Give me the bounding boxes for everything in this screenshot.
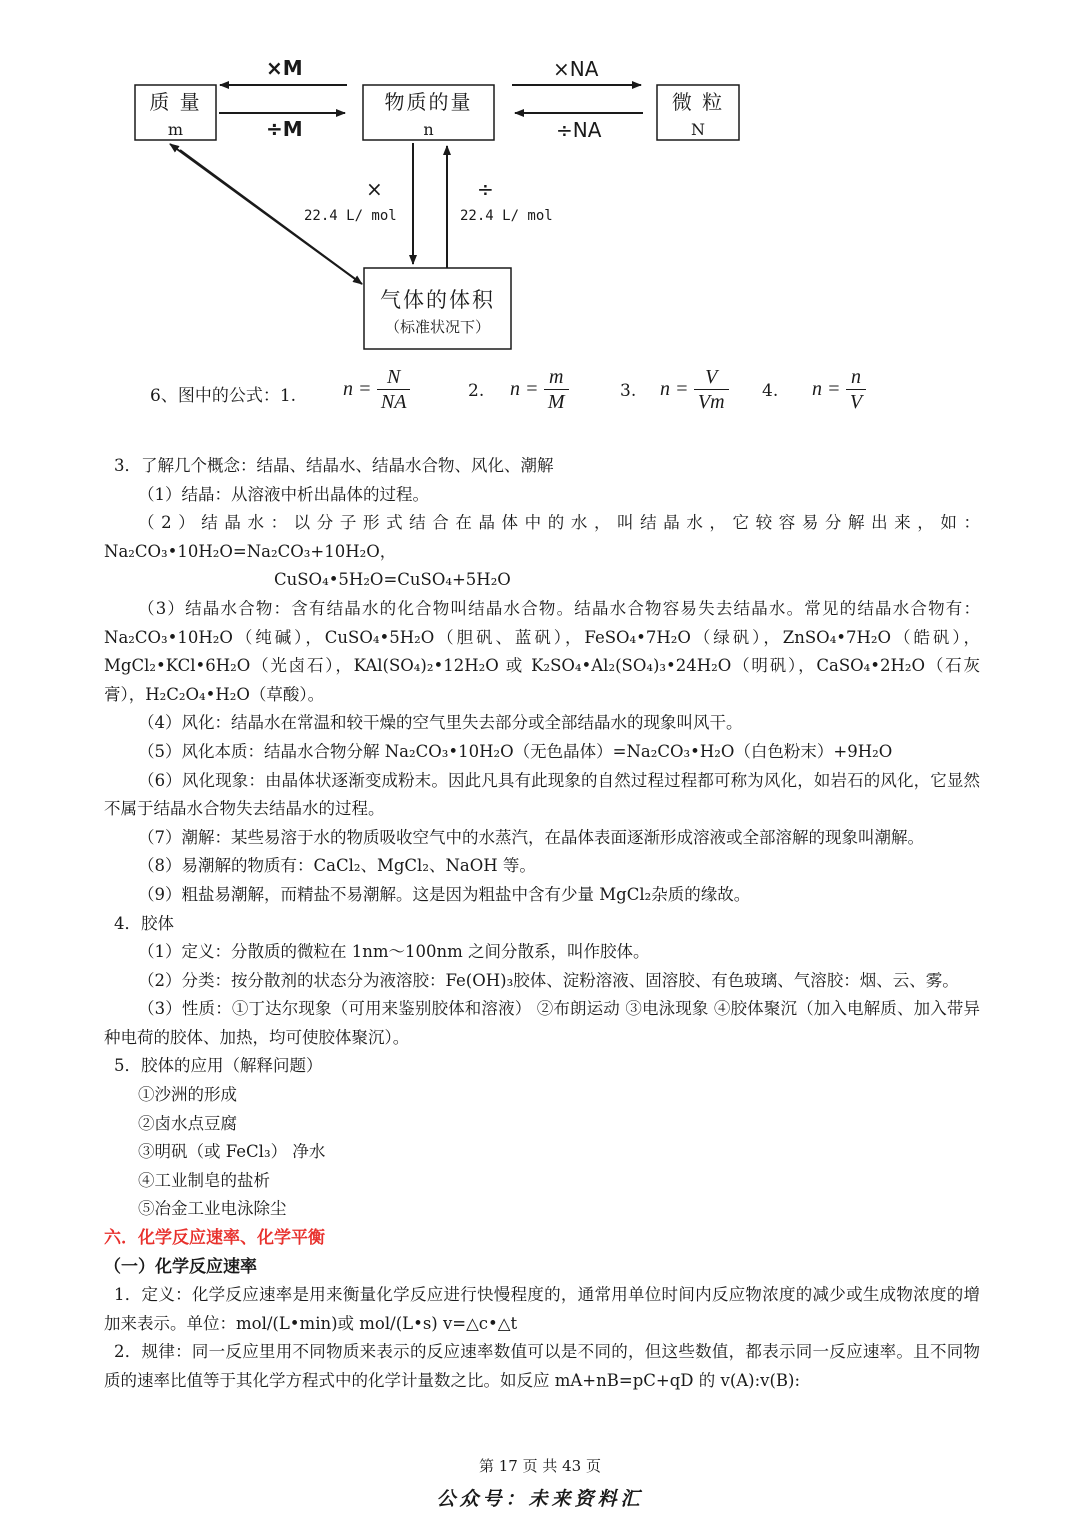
gas-box-title: 气体的体积 — [380, 288, 495, 312]
formula-4-lhs: n = — [812, 378, 841, 400]
gas-box-subtitle: （标准状况下） — [384, 318, 490, 336]
formula-1 — [343, 365, 410, 414]
formula-3-label: 3. — [620, 381, 637, 401]
times-volume-unit: 22.4 L/ mol — [304, 208, 397, 224]
formula-2-den: M — [547, 391, 565, 413]
paragraph-rate-definition: 1．定义：化学反应速率是用来衡量化学反应进行快慢程度的，通常用单位时间内反应物浓度的减少或生成物浓度的增加来表示。单位：mol/(L•min)或 mol/(L•s) v=△c•△t — [104, 1285, 980, 1333]
page-number: 第 17 页 共 43 页 — [478, 1457, 601, 1475]
paragraph-rate-rule: 2．规律：同一反应里用不同物质来表示的反应速率数值可以是不同的，但这些数值，都表示同一反应速率。且不同物质的速率比值等于其化学方程式中的化学计量数之比。如反应 mA+nB=pC+qD 的 v(A):v(B): — [104, 1342, 980, 1390]
paragraph-colloid-classification: （2）分类：按分散剂的状态分为液溶胶：Fe(OH)₃胶体、淀粉溶液、固溶胶、有色玻璃、气溶胶：烟、云、雾。 — [138, 970, 959, 990]
formula-4 — [812, 365, 866, 414]
list-item: ⑤冶金工业电泳除尘 — [138, 1199, 287, 1219]
formula-4-fraction — [846, 365, 866, 414]
formula-1-num: N — [377, 365, 411, 390]
list-item: ④工业制皂的盐析 — [138, 1170, 270, 1190]
particles-box-symbol: N — [691, 120, 705, 139]
formula-1-den: NA — [380, 391, 407, 413]
times-na-label: ×NA — [553, 57, 599, 81]
particles-box-title: 微 粒 — [671, 90, 725, 114]
formula-1-lhs: n = — [343, 378, 372, 400]
paragraph-efflorescence-phenomenon: （6）风化现象：由晶体状逐渐变成粉末。因此凡具有此现象的自然过程过程都可称为风化，如岩石的风化，它显然不属于结晶水合物失去结晶水的过程。 — [104, 770, 980, 819]
formula-3-fraction — [694, 365, 729, 414]
formula-4-label: 4. — [762, 381, 779, 401]
formula-3-den: Vm — [697, 391, 725, 413]
paragraph-crystallization: （1）结晶：从溶液中析出晶体的过程。 — [138, 484, 429, 504]
div-na-label: ÷NA — [556, 118, 602, 142]
heading-colloid-applications: 5．胶体的应用（解释问题） — [114, 1056, 323, 1076]
list-item: ②卤水点豆腐 — [138, 1113, 237, 1133]
formula-3 — [660, 365, 729, 414]
paragraph-efflorescence: （4）风化：结晶水在常温和较干燥的空气里失去部分或全部结晶水的现象叫风干。 — [138, 713, 743, 733]
formula-lead: 6、图中的公式：1. — [150, 386, 297, 406]
paragraph-deliquescence: （7）潮解：某些易溶于水的物质吸收空气中的水蒸汽，在晶体表面逐渐形成溶液或全部溶解的现象叫潮解。 — [138, 827, 924, 847]
formula-2-lhs: n = — [510, 378, 539, 400]
heading-concepts: 3．了解几个概念：结晶、结晶水、结晶水合物、风化、潮解 — [114, 456, 554, 475]
formula-2-fraction — [544, 365, 569, 414]
paragraph-water-of-crystallization: （2）结晶水：以分子形式结合在晶体中的水，叫结晶水，它较容易分解出来，如：Na₂CO₃•10H₂O=Na₂CO₃+10H₂O， — [104, 513, 980, 561]
heading-colloid: 4．胶体 — [114, 913, 174, 933]
formula-row — [0, 365, 1080, 425]
amount-box-title: 物质的量 — [384, 90, 473, 114]
paragraph-efflorescence-essence: （5）风化本质：结晶水合物分解 Na₂CO₃•10H₂O（无色晶体）=Na₂CO₃•H₂O（白色粉末）+9H₂O — [138, 741, 893, 761]
formula-1-fraction — [377, 365, 411, 414]
conversion-diagram — [0, 0, 1080, 360]
paragraph-crude-salt: （9）粗盐易潮解，而精盐不易潮解。这是因为粗盐中含有少量 MgCl₂杂质的缘故。 — [138, 884, 751, 904]
paragraph-deliquescent-substances: （8）易潮解的物质有：CaCl₂、MgCl₂、NaOH 等。 — [138, 856, 536, 876]
formula-2-num: m — [544, 365, 569, 390]
list-item: ③明矾（或 FeCl₃） 净水 — [138, 1142, 326, 1162]
diagram-lines — [0, 0, 1080, 360]
section-title-reaction-rate-equilibrium: 六．化学反应速率、化学平衡 — [104, 1228, 325, 1249]
subsection-title-reaction-rate: （一）化学反应速率 — [104, 1256, 257, 1277]
formula-3-num: V — [694, 365, 729, 390]
formula-3-lhs: n = — [660, 378, 689, 400]
div-m-label: ÷M — [266, 117, 303, 141]
mass-box-symbol: m — [167, 120, 184, 139]
formula-2-label: 2. — [468, 381, 485, 401]
formula-4-den: V — [849, 391, 863, 413]
paragraph-colloid-definition: （1）定义：分散质的微粒在 1nm～100nm 之间分散系，叫作胶体。 — [138, 942, 650, 962]
paragraph-colloid-properties: （3）性质：①丁达尔现象（可用来鉴别胶体和溶液） ②布朗运动 ③电泳现象 ④胶体聚沉（加入电解质、加入带异种电荷的胶体、加热，均可使胶体聚沉）。 — [104, 999, 980, 1047]
list-item: ①沙洲的形成 — [138, 1085, 237, 1105]
times-m-label: ×M — [266, 56, 303, 80]
amount-box-symbol: n — [423, 120, 434, 139]
div-volume-sign: ÷ — [477, 177, 494, 201]
paragraph-hydrates: （3）结晶水合物：含有结晶水的化合物叫结晶水合物。结晶水合物容易失去结晶水。常见的结晶水合物有：Na₂CO₃•10H₂O（纯碱），CuSO₄•5H₂O（胆矾、蓝矾），FeSO₄•7H₂O（绿矾），ZnSO₄•7H₂O（皓矾），MgCl₂•KCl•6H₂O（光卤石），KAl(SO₄)₂•12H₂O 或 K₂SO₄•Al₂(SO₄)₃•24H₂O（明矾），CaSO₄•2H₂O（石灰膏），H₂C₂O₄•H₂O（草酸）。 — [104, 598, 980, 704]
times-volume-sign: × — [366, 177, 383, 201]
body-text — [104, 452, 980, 1396]
formula-4-num: n — [846, 365, 866, 390]
paragraph-cuso4-equation: CuSO₄•5H₂O=CuSO₄+5H₂O — [274, 570, 511, 590]
formula-2 — [510, 365, 569, 414]
div-volume-unit: 22.4 L/ mol — [460, 208, 553, 224]
wechat-account: 公众号：未来资料汇 — [436, 1488, 644, 1510]
mass-box-title: 质 量 — [149, 90, 202, 114]
